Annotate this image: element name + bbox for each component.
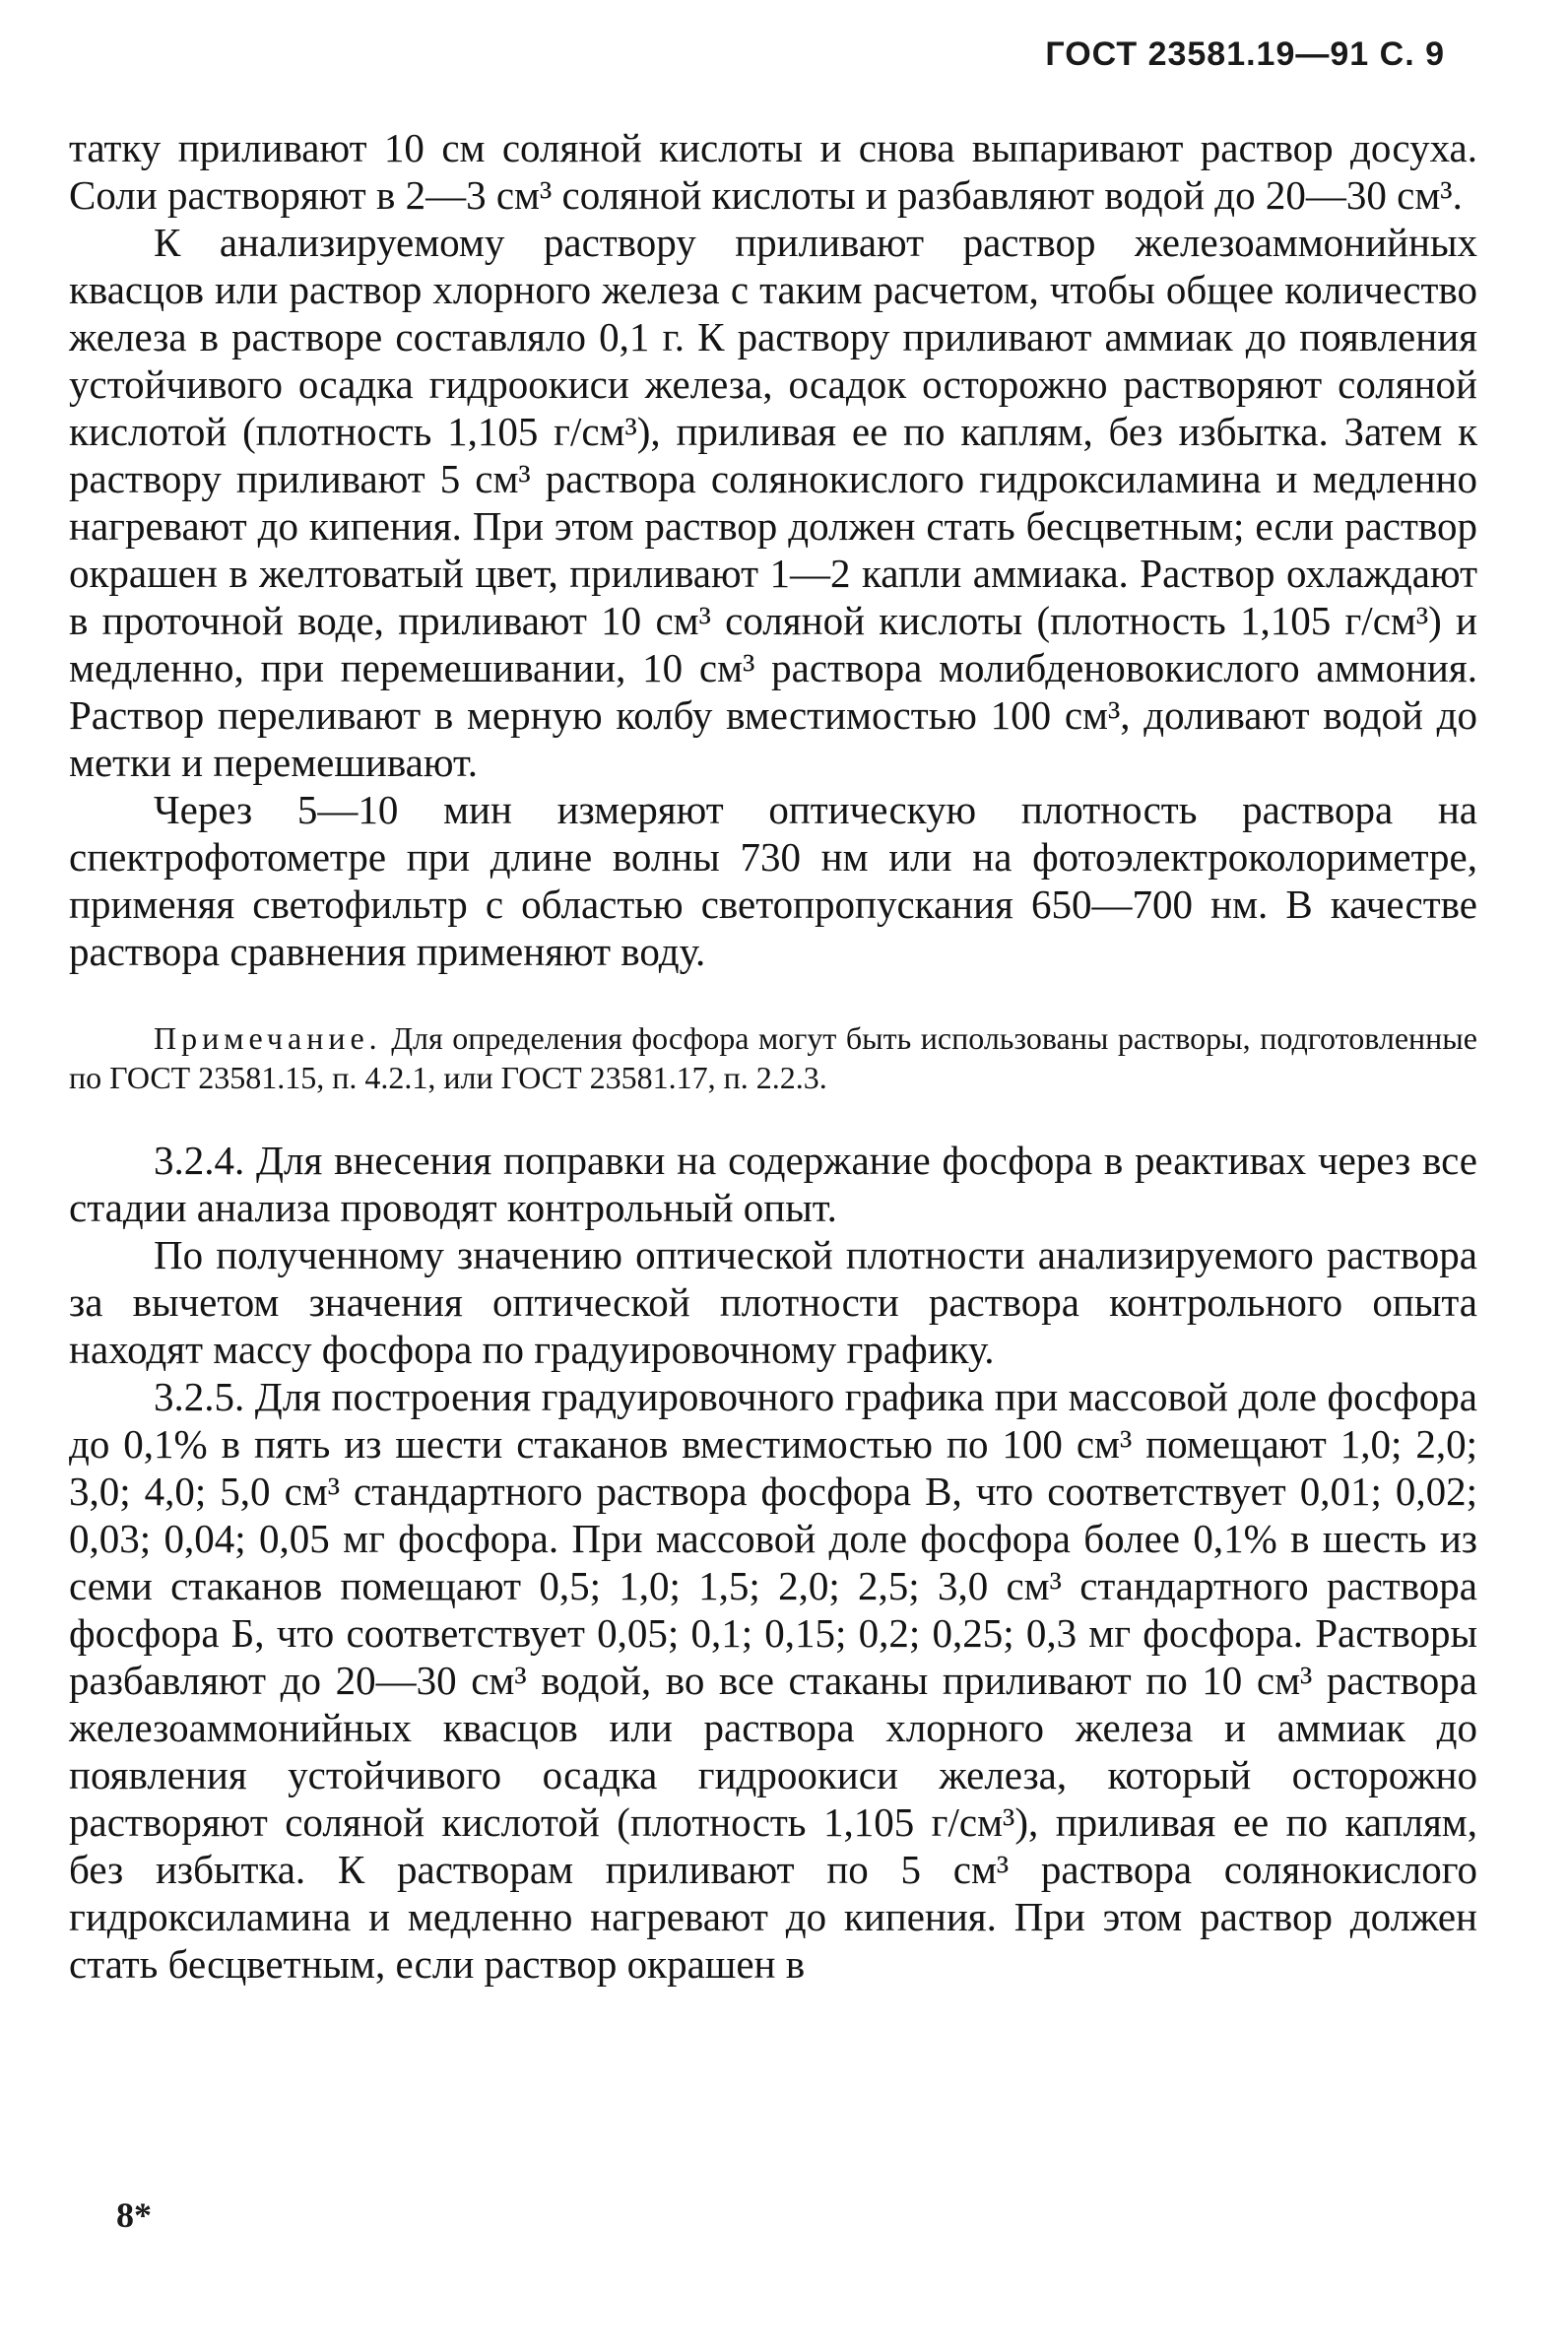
section-3-2-4-continuation: По полученному значению оптической плотности анализируемого раствора за вычетом значения оптической плотности раствора контрольного опыта находят массу фосфора по градуировочному графику.: [69, 1232, 1477, 1372]
paragraph-procedure: К анализируемому раствору приливают раствор железоаммонийных квасцов или раствор хлорного железа с таким расчетом, чтобы общее количество железа в растворе составляло 0,1 г. К раствору приливают аммиак до появления устойчивого осадка гидроокиси железа, осадок осторожно растворяют соляной кислотой (плотность 1,105 г/см³), приливая ее по каплям, без избытка. Затем к раствору приливают 5 см³ раствора солянокислого гидроксиламина и медленно нагревают до кипения. При этом раствор должен стать бесцветным; если раствор окрашен в желтоватый цвет, приливают 1—2 капли аммиака. Раствор охлаждают в проточной воде, приливают 10 см³ соляной кислоты (плотность 1,105 г/см³) и медленно, при перемешивании, 10 см³ раствора молибденовокислого аммония. Раствор переливают в мерную колбу вместимостью 100 см³, доливают водой до метки и перемешивают.: [69, 220, 1477, 785]
note-text: Для определения фосфора могут быть использованы растворы, подготовленные по ГОСТ 23581.15, п. 4.2.1, или ГОСТ 23581.17, п. 2.2.3.: [69, 1020, 1477, 1095]
section-3-2-5: 3.2.5. Для построения градуировочного графика при массовой доле фосфора до 0,1% в пять из шести стаканов вместимостью по 100 см³ помещают 1,0; 2,0; 3,0; 4,0; 5,0 см³ стандартного раствора фосфора В, что соответствует 0,01; 0,02; 0,03; 0,04; 0,05 мг фосфора. При массовой доле фосфора более 0,1% в шесть из семи стаканов помещают 0,5; 1,0; 1,5; 2,0; 2,5; 3,0 см³ стандартного раствора фосфора Б, что соответствует 0,05; 0,1; 0,15; 0,2; 0,25; 0,3 мг фосфора. Растворы разбавляют до 20—30 см³ водой, во все стаканы приливают по 10 см³ раствора железоаммонийных квасцов или раствора хлорного железа и аммиак до появления устойчивого осадка гидроокиси железа, который осторожно растворяют соляной кислотой (плотность 1,105 г/см³), приливая ее по каплям, без избытка. К растворам приливают по 5 см³ раствора солянокислого гидроксиламина и медленно нагревают до кипения. При этом раствор должен стать бесцветным, если раствор окрашен в: [69, 1374, 1477, 1987]
running-header: ГОСТ 23581.19—91 С. 9: [1045, 35, 1445, 73]
body-text: [69, 124, 1477, 1988]
signature-mark: 8*: [116, 2195, 152, 2235]
note-label: Примечание.: [154, 1020, 382, 1056]
paragraph-continuation: татку приливают 10 см соляной кислоты и снова выпаривают раствор досуха. Соли растворяют в 2—3 см³ соляной кислоты и разбавляют водой до 20—30 см³.: [69, 125, 1477, 218]
section-3-2-4: 3.2.4. Для внесения поправки на содержание фосфора в реактивах через все стадии анализа проводят контрольный опыт.: [69, 1138, 1477, 1230]
note: [69, 1018, 1477, 1097]
paragraph-measurement: Через 5—10 мин измеряют оптическую плотность раствора на спектрофотометре при длине волны 730 нм или на фотоэлектроколориметре, применяя светофильтр с областью светопропускания 650—700 нм. В качестве раствора сравнения применяют воду.: [69, 787, 1477, 974]
